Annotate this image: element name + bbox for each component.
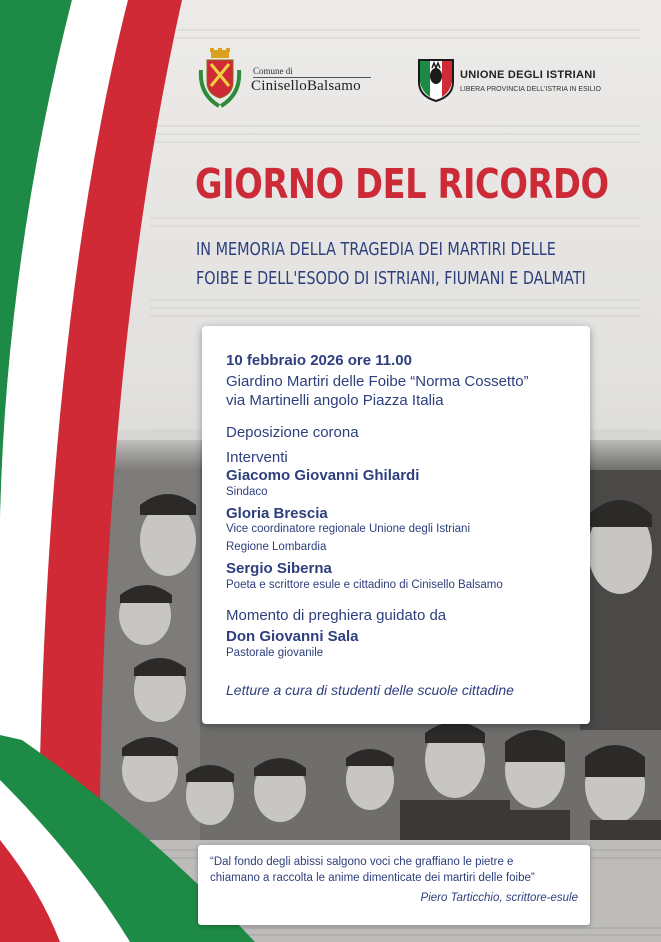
event-place: Giardino Martiri delle Foibe “Norma Cossetto” bbox=[226, 373, 529, 390]
interventions-label: Interventi bbox=[226, 449, 288, 466]
unione-subtitle: LIBERA PROVINCIA DELL'ISTRIA IN ESILIO bbox=[460, 86, 601, 93]
comune-label: Comune di bbox=[253, 66, 293, 76]
quote-author: Piero Tarticchio, scrittore-esule bbox=[420, 892, 578, 904]
speaker-name: Giacomo Giovanni Ghilardi bbox=[226, 467, 420, 484]
speaker-role: Vice coordinatore regionale Unione degli Istriani bbox=[226, 523, 470, 535]
subtitle-line-2: FOIBE E DELL'ESODO DI ISTRIANI, FIUMANI E DALMATI bbox=[196, 268, 586, 289]
event-address: via Martinelli angolo Piazza Italia bbox=[226, 392, 444, 409]
unione-name: UNIONE DEGLI ISTRIANI bbox=[460, 69, 596, 81]
event-date-time: 10 febbraio 2026 ore 11.00 bbox=[226, 352, 412, 369]
speaker-name: Sergio Siberna bbox=[226, 560, 332, 577]
prayer-leader-name: Don Giovanni Sala bbox=[226, 628, 359, 645]
prayer-leader-role: Pastorale giovanile bbox=[226, 647, 324, 659]
subtitle-line-1: IN MEMORIA DELLA TRAGEDIA DEI MARTIRI DELLE bbox=[196, 239, 556, 260]
quote-line-2: chiamano a raccolta le anime dimenticate dei martiri delle foibe” bbox=[210, 872, 535, 884]
prayer-label: Momento di preghiera guidato da bbox=[226, 607, 447, 624]
speaker-name: Gloria Brescia bbox=[226, 505, 328, 522]
page-title: GIORNO DEL RICORDO bbox=[195, 160, 609, 208]
event-card bbox=[202, 326, 590, 724]
quote-box bbox=[198, 845, 590, 925]
comune-name: CiniselloBalsamo bbox=[251, 78, 361, 94]
speaker-role: Poeta e scrittore esule e cittadino di Cinisello Balsamo bbox=[226, 579, 503, 591]
quote-line-1: “Dal fondo degli abissi salgono voci che graffiano le pietre e bbox=[210, 856, 514, 868]
event-deposition: Deposizione corona bbox=[226, 424, 359, 441]
comune-coat-of-arms-icon bbox=[197, 48, 243, 112]
unione-istriani-shield-icon bbox=[417, 58, 455, 102]
speaker-role-region: Regione Lombardia bbox=[226, 541, 327, 553]
speaker-role: Sindaco bbox=[226, 486, 268, 498]
readings-note: Letture a cura di studenti delle scuole cittadine bbox=[226, 682, 514, 698]
